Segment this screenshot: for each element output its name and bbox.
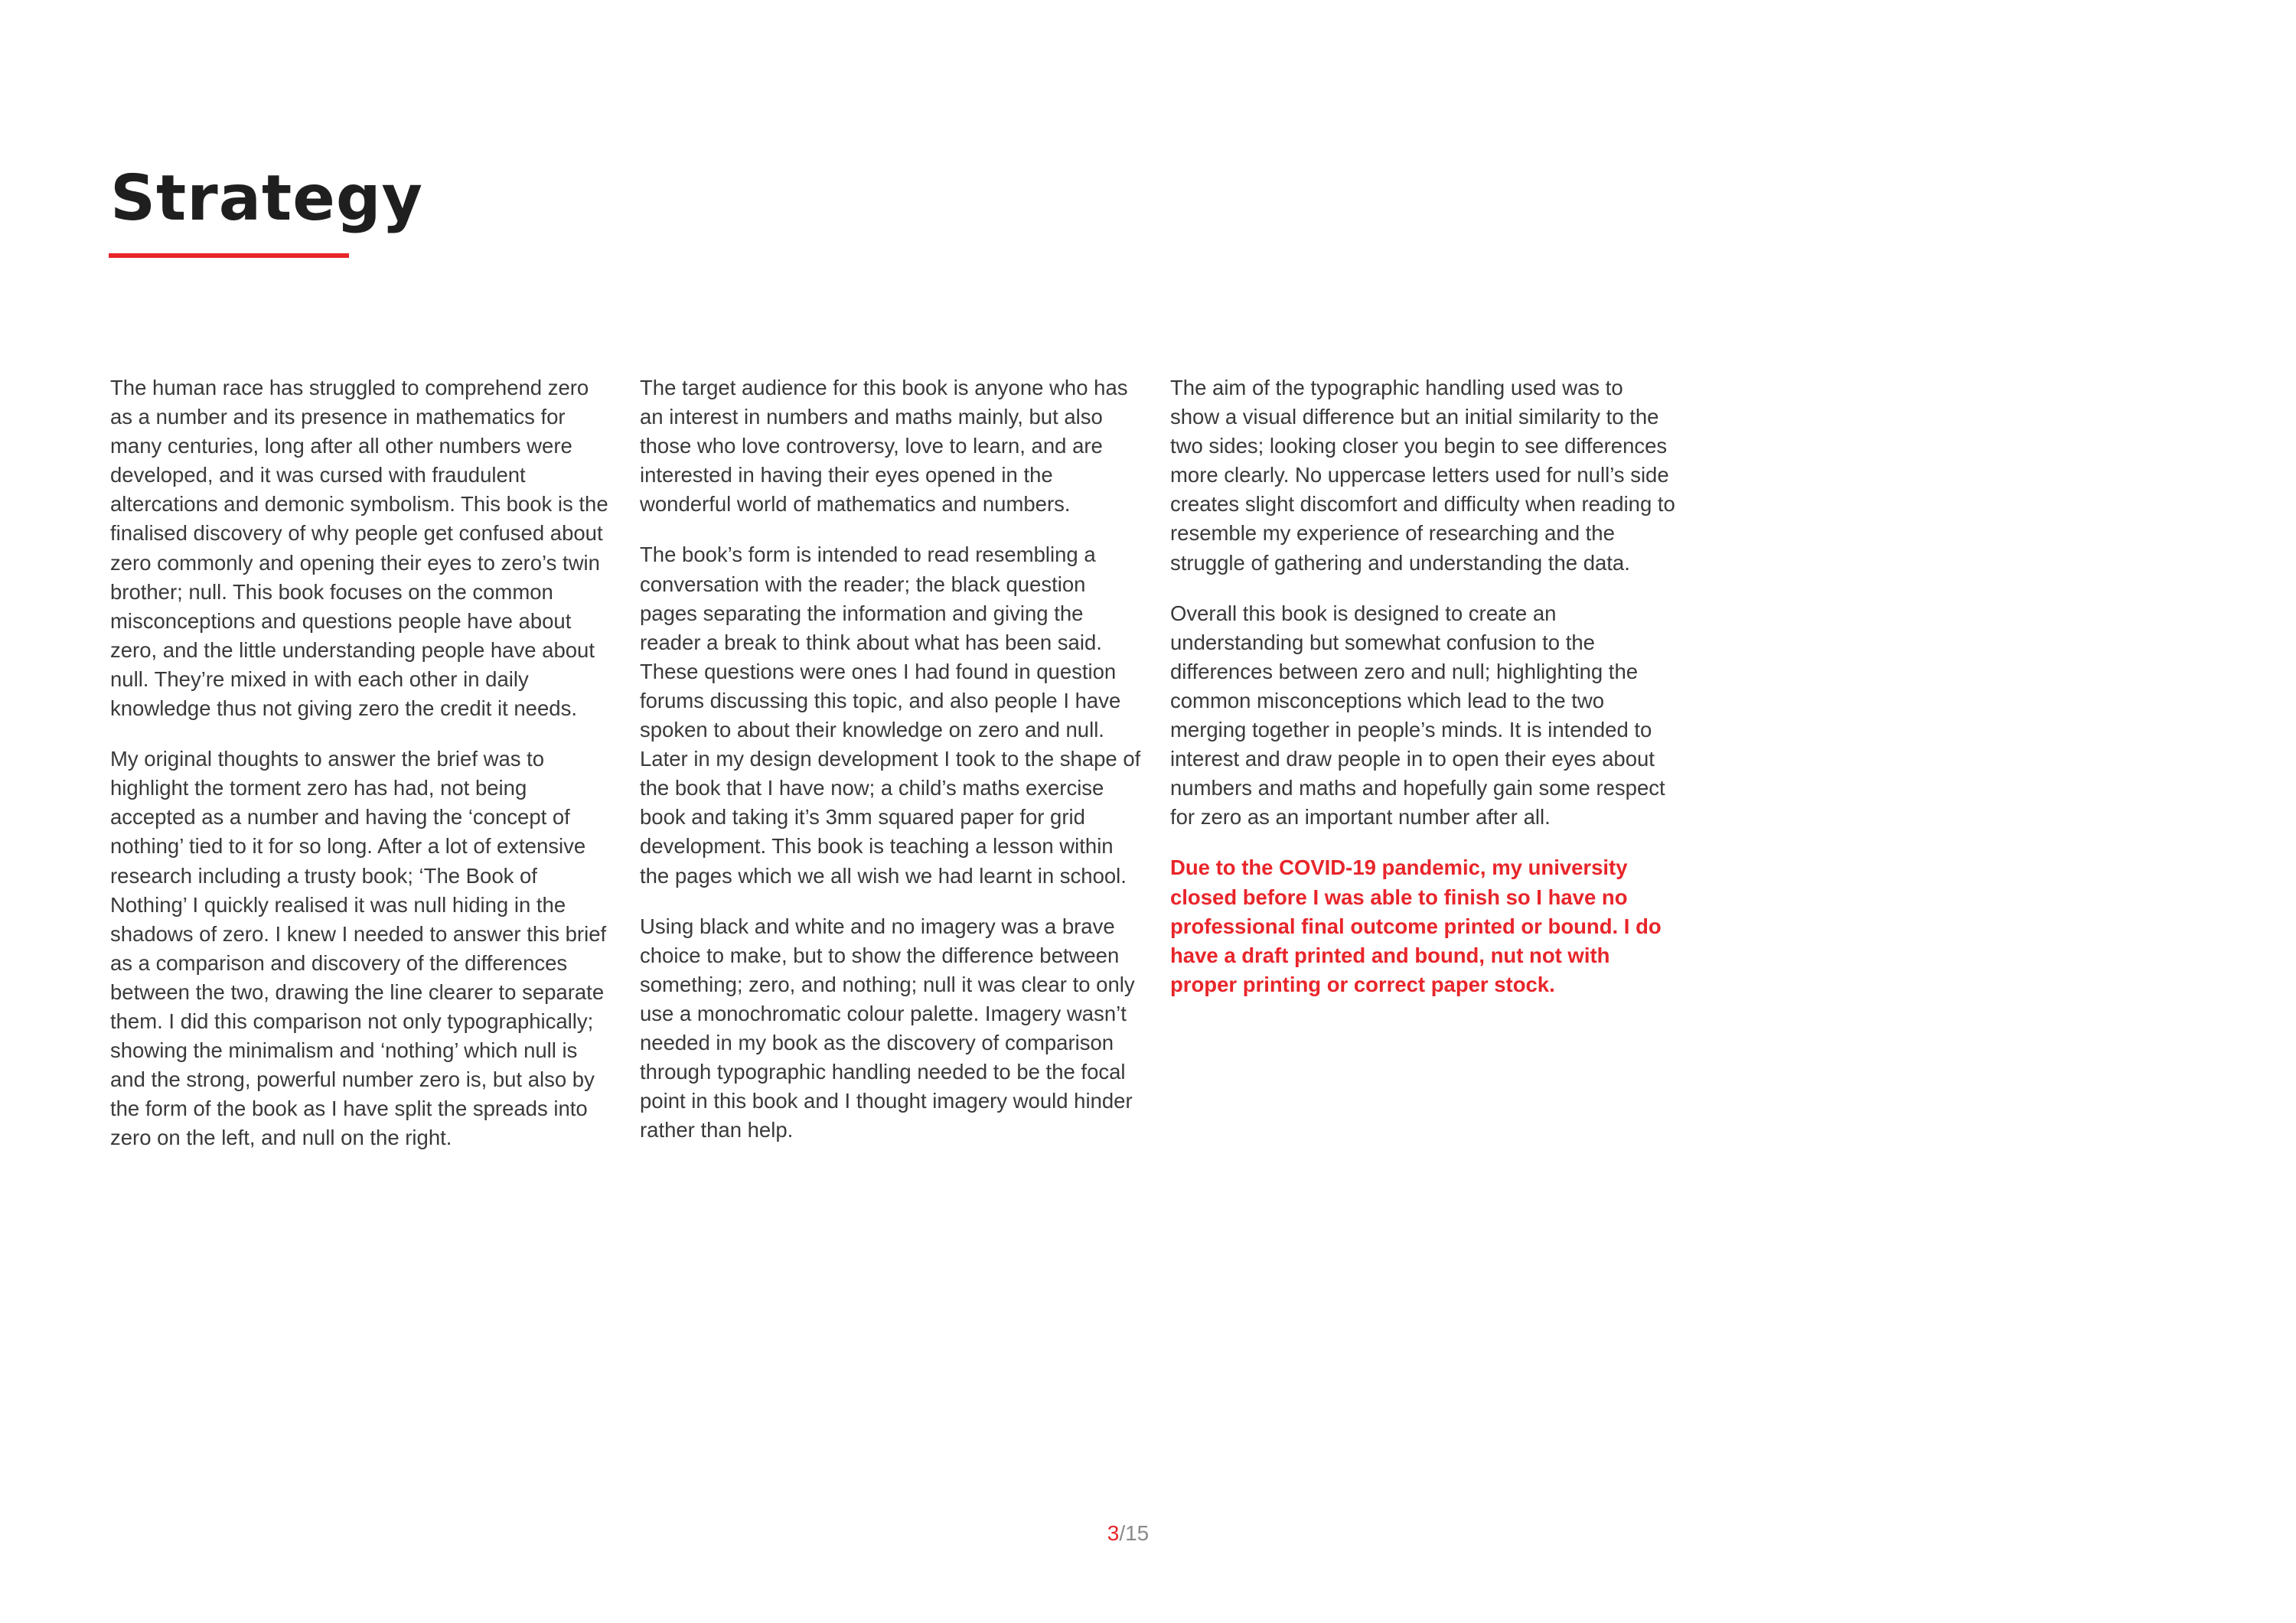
paragraph: The human race has struggled to comprehend zero as a number and its presence in mathematics for many centuries, long after all other numbers were developed, and it was cursed with fraudulent altercations and demonic symbolism. This book is the finalised discovery of why people get confused about zero commonly and opening their eyes to zero’s twin brother; null. This book focuses on the common misconceptions and questions people have about zero, and the little understanding people have about null. They’re mixed in with each other in daily knowledge thus not giving zero the credit it needs. (110, 376, 608, 721)
covid-note: Due to the COVID-19 pandemic, my university closed before I was able to finish so I have no professional final outcome printed or bound. I do have a draft printed and bound, nut not with proper printing or correct paper stock. (1170, 855, 1662, 996)
page-number (0, 1518, 2256, 1549)
page-title: Strategy (110, 162, 423, 235)
paragraph: My original thoughts to answer the brief was to highlight the torment zero has had, not being accepted as a number and having the ‘concept of nothing’ tied to it for so long. After a lot of extensive research including a trusty book; ‘The Book of Nothing’ I quickly realised it was null hiding in the shadows of zero. I knew I needed to answer this brief as a comparison and discovery of the differences between the two, drawing the line clearer to separate them. I did this comparison not only typographically; showing the minimalism and ‘nothing’ which null is and the strong, powerful number zero is, but also by the form of the book as I have split the spreads into zero on the left, and null on the right. (110, 747, 607, 1150)
paragraph: Using black and white and no imagery was a brave choice to make, but to show the difference between something; zero, and nothing; null it was clear to only use a monochromatic colour palette. Imagery wasn’t needed in my book as the discovery of comparison through typographic handling needed to be the focal point in this book and I thought imagery would hinder rather than help. (640, 914, 1135, 1142)
page-number-total: /15 (1119, 1521, 1150, 1545)
paragraph: The target audience for this book is anyone who has an interest in numbers and maths mainly, but also those who love controversy, love to learn, and are interested in having their eyes opened in the wonderful world of mathematics and numbers. (640, 376, 1128, 517)
paragraph: Overall this book is designed to create an understanding but somewhat confusion to the differences between zero and null; highlighting the common misconceptions which lead to the two merging together in people’s minds. It is intended to interest and draw people in to open their eyes about numbers and maths and hopefully gain some respect for zero as an important number after all. (1170, 601, 1665, 829)
paragraph: The book’s form is intended to read resembling a conversation with the reader; the black question pages separating the information and giving the reader a break to think about what has been said. These questions were ones I had found in question forums discussing this topic, and also people I have spoken to about their knowledge on zero and null. Later in my design development I took to the shape of the book that I have now; a child’s maths exercise book and taking it’s 3mm squared paper for grid development. This book is teaching a lesson within the pages which we all wish we had learnt in school. (640, 543, 1141, 888)
text-column-2 (640, 373, 1145, 1166)
text-column-3 (1170, 373, 1675, 1021)
paragraph: The aim of the typographic handling used was to show a visual difference but an initial similarity to the two sides; looking closer you begin to see differences more clearly. No uppercase letters used for null’s side creates slight discomfort and difficulty when reading to resemble my experience of researching and the struggle of gathering and understanding the data. (1170, 376, 1675, 575)
title-underline (109, 253, 349, 258)
text-column-1 (110, 373, 615, 1174)
page-number-current: 3 (1107, 1521, 1120, 1545)
